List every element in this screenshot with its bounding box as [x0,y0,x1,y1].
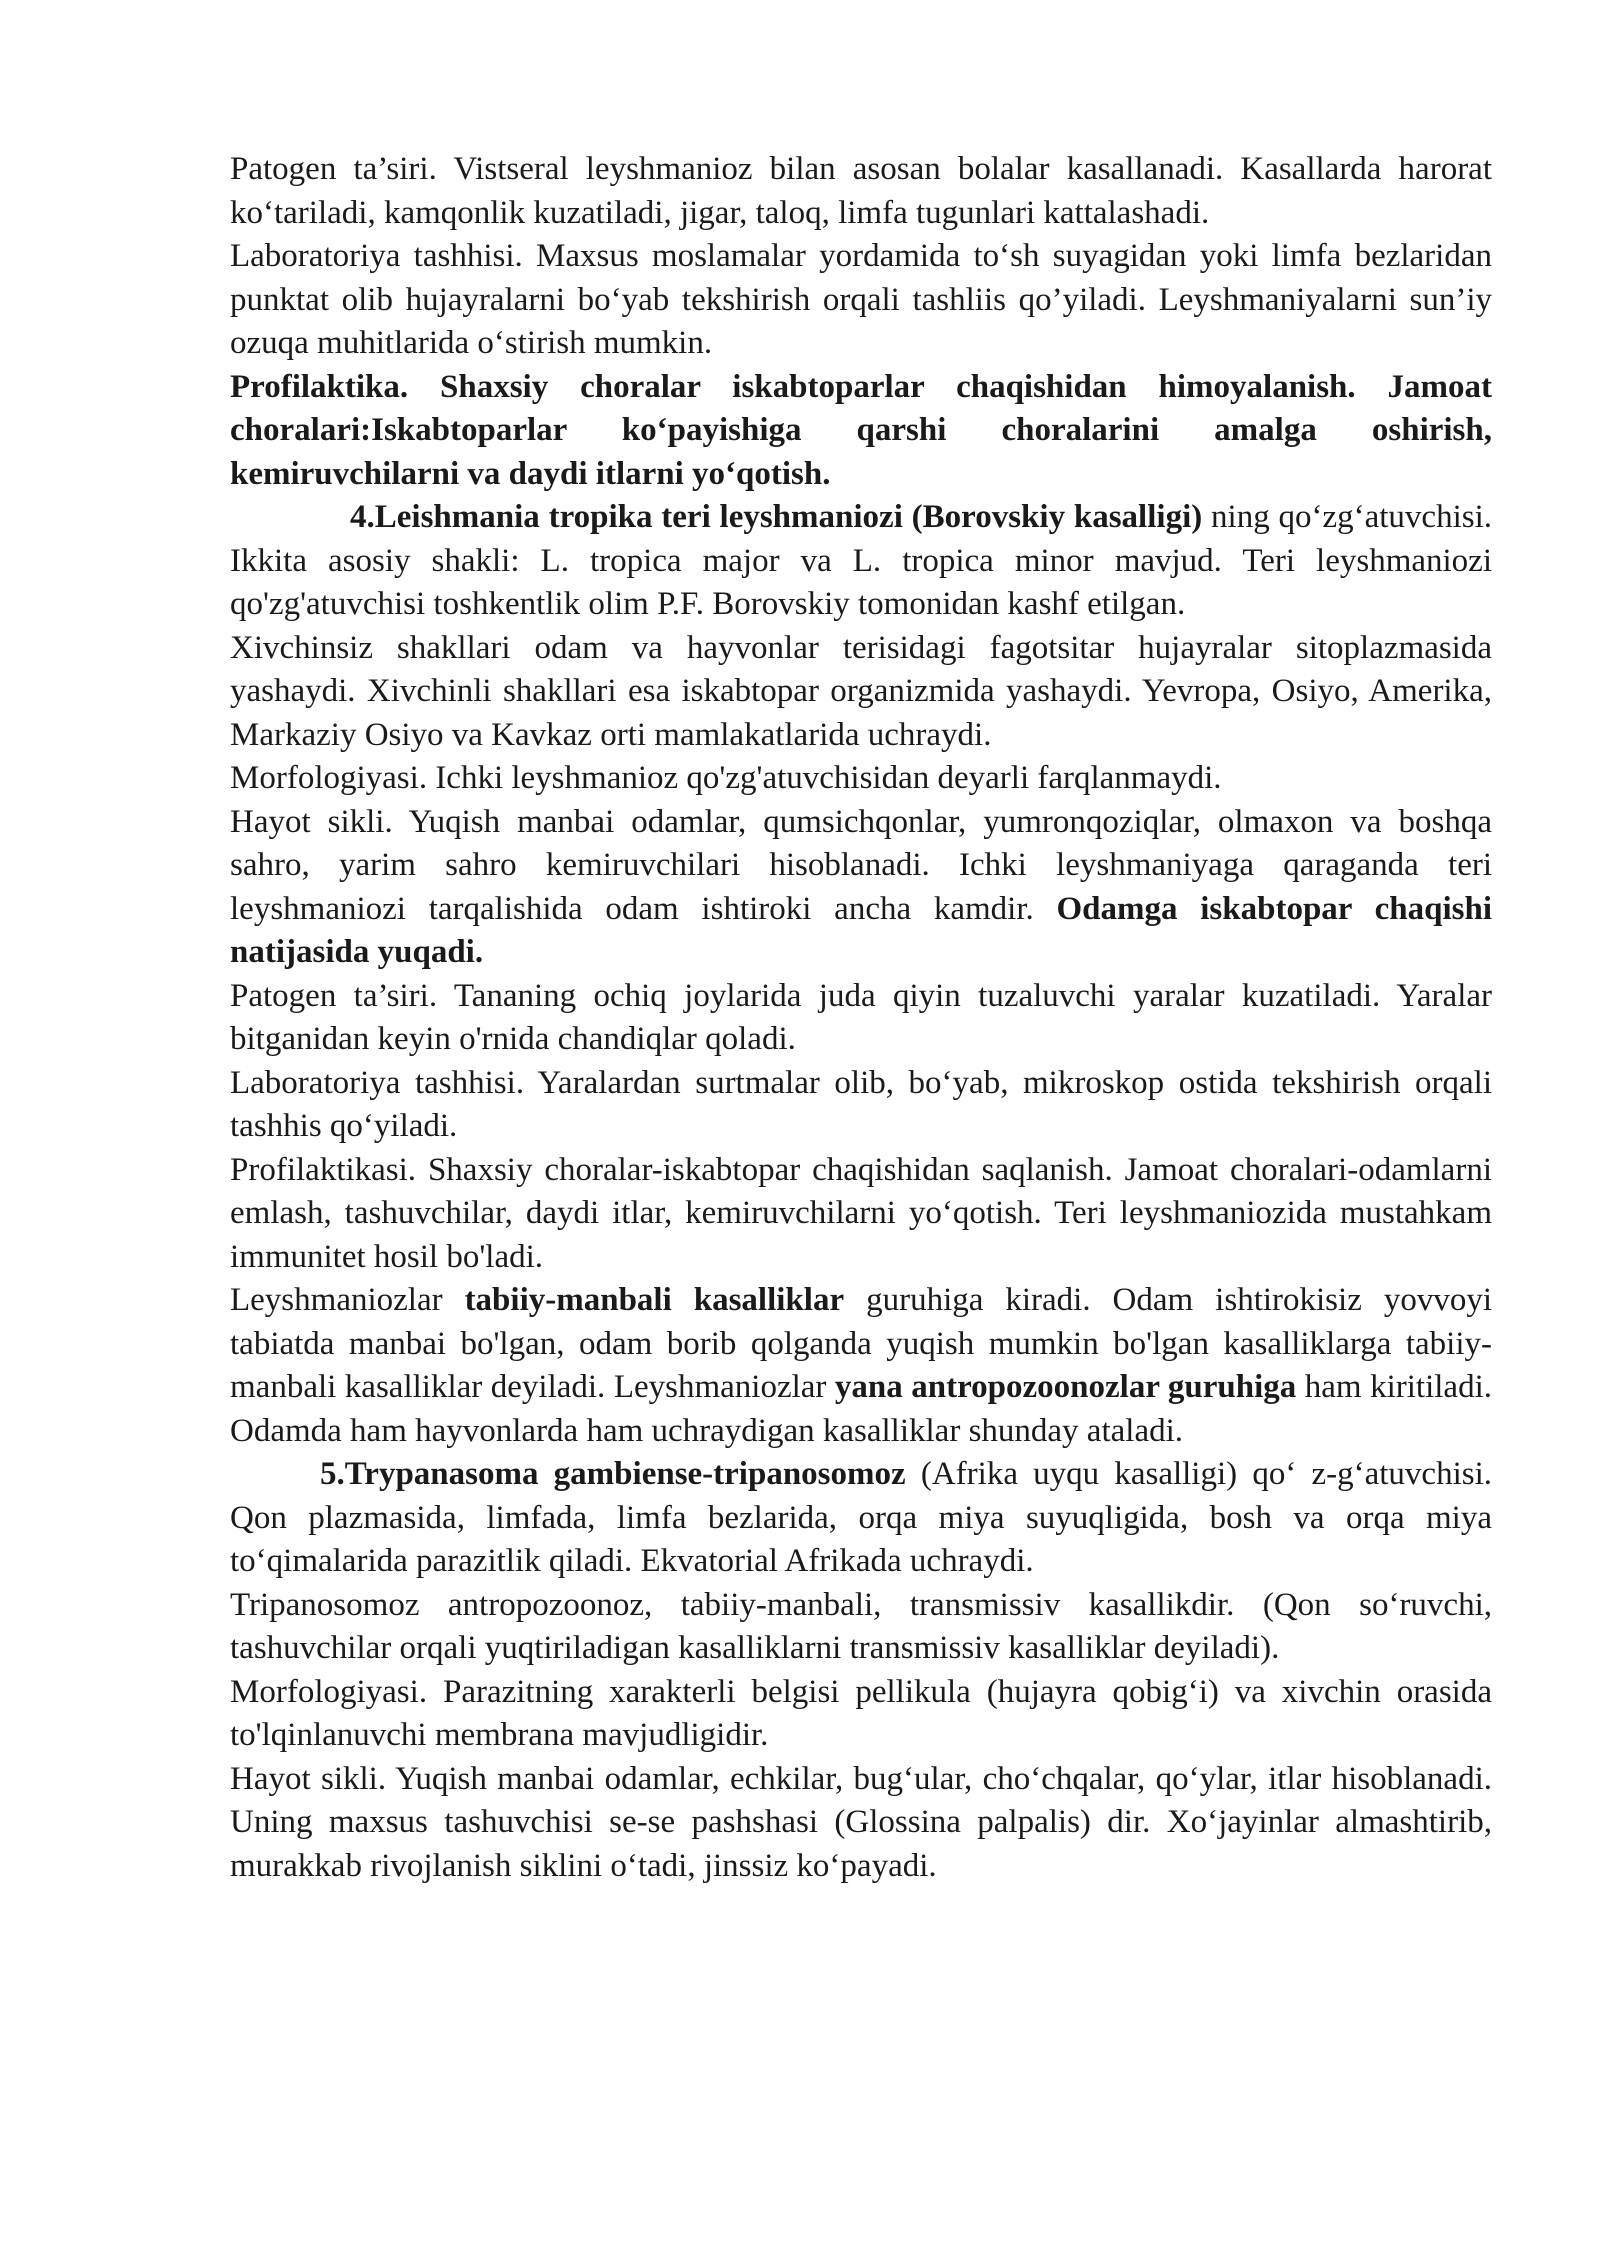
text-run: ham kiritiladi. Odamda ham hayvonlarda ham uchraydigan kasalliklar shunday ataladi. [230,1369,1492,1449]
paragraph-patogen-visceral [230,148,1492,235]
paragraph-section-5-heading [230,1453,1492,1584]
bold-text-run: Profilaktika. Shaxsiy choralar iskabtoparlar chaqishidan himoyalanish. Jamoat choralari:Iskabtoparlar ko‘payishiga qarshi choralarini amalga oshirish, kemiruvchilarni va daydi itlarni yo‘qotish. [230,368,1492,492]
paragraph-forms [230,627,1492,758]
text-run: Hayot sikli. Yuqish manbai odamlar, echkilar, bug‘ular, cho‘chqalar, qo‘ylar, itlar hisoblanadi. Uning maxsus tashuvchisi se-se pashshasi (Glossina palpalis) dir. Xo‘jayinlar almashtirib, murakkab rivojlanish siklini o‘tadi, jinssiz ko‘payadi. [230,1760,1492,1884]
paragraph-prophylaxis-visceral [230,366,1492,497]
text-run: Morfologiyasi. Ichki leyshmanioz qo'zg'atuvchisidan deyarli farqlanmaydi. [230,760,1222,796]
text-run: Patogen ta’siri. Tananing ochiq joylarida juda qiyin tuzaluvchi yaralar kuzatiladi. Yaralar bitganidan keyin o'rnida chandiqlar qoladi. [230,977,1492,1057]
text-run: Hayot sikli. Yuqish manbai odamlar, qumsichqonlar, yumronqoziqlar, olmaxon va boshqa sahro, yarim sahro kemiruvchilari hisoblanadi. Ichki leyshmaniyaga qaraganda teri leyshmaniozi tarqalishida odam ishtiroki ancha kamdir. [230,803,1492,927]
paragraph-prophylaxis-cutaneous [230,1149,1492,1280]
section-heading: 5.Trypanasoma gambiense-tripanosomoz [320,1456,906,1492]
paragraph-morphology-trypanosoma [230,1671,1492,1758]
bold-text-run: yana antropozoonozlar guruhiga [834,1369,1297,1405]
section-heading: 4.Leishmania tropika teri leyshmaniozi (Borovskiy kasalligi) [350,499,1203,535]
text-run: ning qo‘zg‘atuvchisi. Ikkita asosiy shakli: L. tropica major va L. tropica minor mavjud. Teri leyshmaniozi qo'zg'atuvchisi toshkentlik olim P.F. Borovskiy tomonidan kashf etilgan. [230,499,1493,622]
paragraph-lab-diagnosis-cutaneous [230,1062,1492,1149]
text-run: Leyshmaniozlar [230,1282,465,1318]
paragraph-lab-diagnosis-visceral [230,235,1492,366]
text-run: Laboratoriya tashhisi. Yaralardan surtmalar olib, bo‘yab, mikroskop ostida tekshirish orqali tashhis qo‘yiladi. [230,1064,1492,1144]
paragraph-life-cycle-cutaneous [230,801,1492,975]
paragraph-patogen-cutaneous [230,975,1492,1062]
text-run: Profilaktikasi. Shaxsiy choralar-iskabtopar chaqishidan saqlanish. Jamoat choralari-odamlarni emlash, tashuvchilar, daydi itlar, kemiruvchilarni yo‘qotish. Teri leyshmaniozida mustahkam immunitet hosil bo'ladi. [230,1151,1492,1275]
paragraph-section-4-heading [230,496,1492,627]
paragraph-trypanosomiasis-type [230,1584,1492,1671]
text-run: Laboratoriya tashhisi. Maxsus moslamalar yordamida to‘sh suyagidan yoki limfa bezlaridan punktat olib hujayralarni bo‘yab tekshirish orqali tashliis qo’yiladi. Leyshmaniyalarni sun’iy ozuqa muhitlarida o‘stirish mumkin. [230,238,1492,361]
bold-text-run: tabiiy-manbali kasalliklar [464,1282,845,1318]
text-run: Patogen ta’siri. Vistseral leyshmanioz bilan asosan bolalar kasallanadi. Kasallarda harorat ko‘tariladi, kamqonlik kuzatiladi, jigar, taloq, limfa tugunlari kattalashadi. [230,151,1492,231]
text-run: Tripanosomoz antropozoonoz, tabiiy-manbali, transmissiv kasallikdir. (Qon so‘ruvchi, tashuvchilar orqali yuqtiriladigan kasalliklarni transmissiv kasalliklar deyiladi). [230,1586,1492,1666]
paragraph-life-cycle-trypanosoma [230,1758,1492,1889]
text-run: (Afrika uyqu kasalligi) qo‘ z-g‘atuvchisi. Qon plazmasida, limfada, limfa bezlarida, orqa miya suyuqligida, bosh va orqa miya to‘qimalarida parazitlik qiladi. Ekvatorial Afrikada uchraydi. [230,1456,1493,1579]
text-run: Xivchinsiz shakllari odam va hayvonlar terisidagi fagotsitar hujayralar sitoplazmasida yashaydi. Xivchinli shakllari esa iskabtopar organizmida yashaydi. Yevropa, Osiyo, Amerika, Markaziy Osiyo va Kavkaz orti mamlakatlarida uchraydi. [230,629,1492,753]
text-run: guruhiga kiradi. Odam ishtirokisiz yovvoyi tabiatda manbai bo'lgan, odam borib qolganda yuqish mumkin bo'lgan kasalliklarga tabiiy-manbali kasalliklar deyiladi. Leyshmaniozlar [230,1282,1492,1405]
paragraph-morphology-cutaneous [230,757,1492,801]
document-page [230,148,1492,1888]
paragraph-natural-focal [230,1279,1492,1453]
bold-text-run: Odamga iskabtopar chaqishi natijasida yuqadi. [230,890,1492,970]
text-run: Morfologiyasi. Parazitning xarakterli belgisi pellikula (hujayra qobig‘i) va xivchin orasida to'lqinlanuvchi membrana mavjudligidir. [230,1673,1492,1753]
